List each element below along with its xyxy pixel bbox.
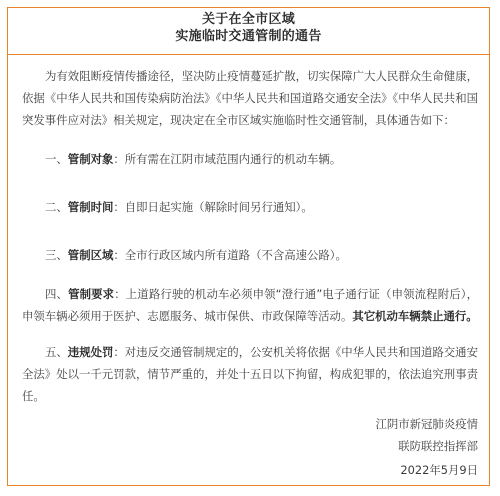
item-control-area xyxy=(22,244,478,266)
signature-org-line-2: 联防联控指挥部 xyxy=(398,439,478,453)
item-text: ：全市行政区域内所有道路（不含高速公路）。 xyxy=(113,248,347,262)
signature-org-line-1: 江阴市新冠肺炎疫情 xyxy=(375,417,478,431)
item-label: 管制要求 xyxy=(68,287,115,301)
item-label: 管制区域 xyxy=(67,248,114,262)
title-line-1: 关于在全市区域 xyxy=(201,12,296,27)
item-prefix: 一、 xyxy=(45,152,68,166)
item-text: ：所有需在江阴市域范围内通行的机动车辆。 xyxy=(113,152,342,166)
item-control-time xyxy=(22,196,478,218)
item-text: ：上道路行驶的机动车必须申领“澄行通”电子通行证（申领流程附后），申领车辆必须用于医护、志愿服务、城市保供、市政保障等活动。 xyxy=(22,287,478,323)
signature-date: 2022年5月9日 xyxy=(400,463,478,477)
item-prefix: 五、 xyxy=(45,345,68,359)
item-text: ：对违反交通管制规定的，公安机关将依据《中华人民共和国道路交通安全法》处以一千元罚款，情节严重的，并处十五日以下拘留，构成犯罪的，依法追究刑事责任。 xyxy=(22,345,478,403)
item-prefix: 四、 xyxy=(45,287,69,301)
title-line-2: 实施临时交通管制的通告 xyxy=(175,29,322,44)
item-violation-penalty xyxy=(22,341,478,407)
notice-title xyxy=(7,7,490,53)
item-bold-tail: 其它机动车辆禁止通行。 xyxy=(352,309,478,323)
item-prefix: 二、 xyxy=(45,200,68,214)
item-control-requirements xyxy=(22,283,478,327)
item-label: 管制对象 xyxy=(67,152,114,166)
item-control-target xyxy=(22,148,478,170)
item-label: 管制时间 xyxy=(67,200,114,214)
item-prefix: 三、 xyxy=(45,248,68,262)
item-label: 违规处罚 xyxy=(67,345,114,359)
item-text: ：自即日起实施（解除时间另行通知）。 xyxy=(113,200,313,214)
title-divider xyxy=(7,54,490,55)
intro-paragraph: 为有效阻断疫情传播途径，坚决防止疫情蔓延扩散，切实保障广大人民群众生命健康，依据《中华人民共和国传染病防治法》《中华人民共和国道路交通安全法》《中华人民共和国突发事件应对法》相关规定，现决定在全市区域实施临时性交通管制，具体通告如下： xyxy=(22,69,478,127)
